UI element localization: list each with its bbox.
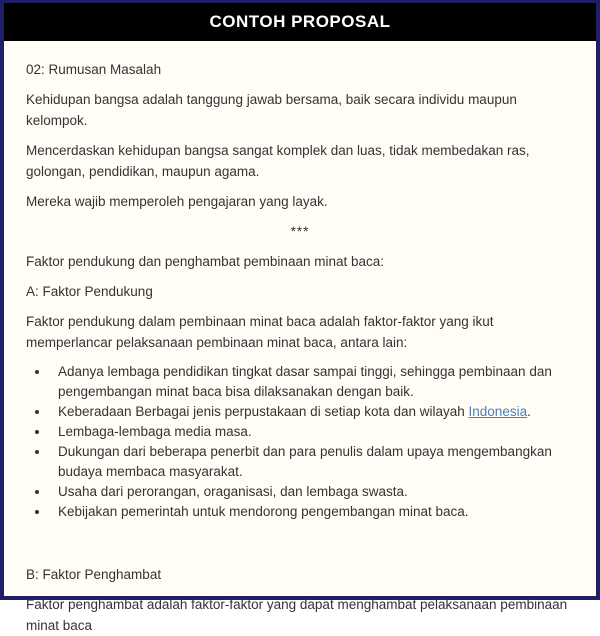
- paragraph-4: Faktor pendukung dan penghambat pembinaan minat baca:: [26, 254, 385, 269]
- list-item-text: Keberadaan Berbagai jenis perpustakaan di setiap kota dan wilayah: [58, 404, 469, 419]
- subheading-faktor-pendukung: A: Faktor Pendukung: [26, 284, 153, 299]
- supporting-factors-list: [26, 362, 574, 522]
- list-item-text: .: [527, 404, 531, 419]
- list-item-text: Adanya lembaga pendidikan tingkat dasar sampai tinggi, sehingga pembinaan dan pengembangan minat baca bisa dilaksanakan dengan baik.: [58, 364, 552, 399]
- paragraph-5: Faktor pendukung dalam pembinaan minat baca adalah faktor-faktor yang ikut memperlancar pelaksanaan pembinaan minat baca, antara lain:: [26, 314, 494, 350]
- section-separator: ***: [290, 224, 310, 239]
- list-item: [50, 502, 574, 522]
- list-item-text: Usaha dari perorangan, oraganisasi, dan lembaga swasta.: [58, 484, 408, 499]
- subheading-faktor-penghambat: B: Faktor Penghambat: [26, 567, 162, 582]
- page-title: CONTOH PROPOSAL: [209, 12, 391, 31]
- indonesia-link[interactable]: Indonesia: [468, 404, 528, 419]
- list-item: [50, 402, 574, 422]
- list-item: [50, 362, 574, 402]
- list-item: [50, 482, 574, 502]
- document-header-bar: [4, 3, 596, 41]
- list-item: [50, 422, 574, 442]
- paragraph-3: Mereka wajib memperoleh pengajaran yang layak.: [26, 194, 328, 209]
- list-item: [50, 442, 574, 482]
- list-item-text: Dukungan dari beberapa penerbit dan para penulis dalam upaya mengembangkan budaya membaca masyarakat.: [58, 444, 552, 479]
- document-body: [4, 41, 596, 636]
- paragraph-1: Kehidupan bangsa adalah tanggung jawab bersama, baik secara individu maupun kelompok.: [26, 92, 517, 128]
- section-heading: 02: Rumusan Masalah: [26, 62, 162, 77]
- list-item-text: Kebijakan pemerintah untuk mendorong pengembangan minat baca.: [58, 504, 469, 519]
- paragraph-2: Mencerdaskan kehidupan bangsa sangat komplek dan luas, tidak membedakan ras, golongan, pendidikan, maupun agama.: [26, 143, 530, 179]
- list-item-text: Lembaga-lembaga media masa.: [58, 424, 252, 439]
- proposal-document: [4, 3, 596, 633]
- paragraph-6: Faktor penghambat adalah faktor-faktor yang dapat menghambat pelaksanaan pembinaan minat baca: [26, 597, 568, 633]
